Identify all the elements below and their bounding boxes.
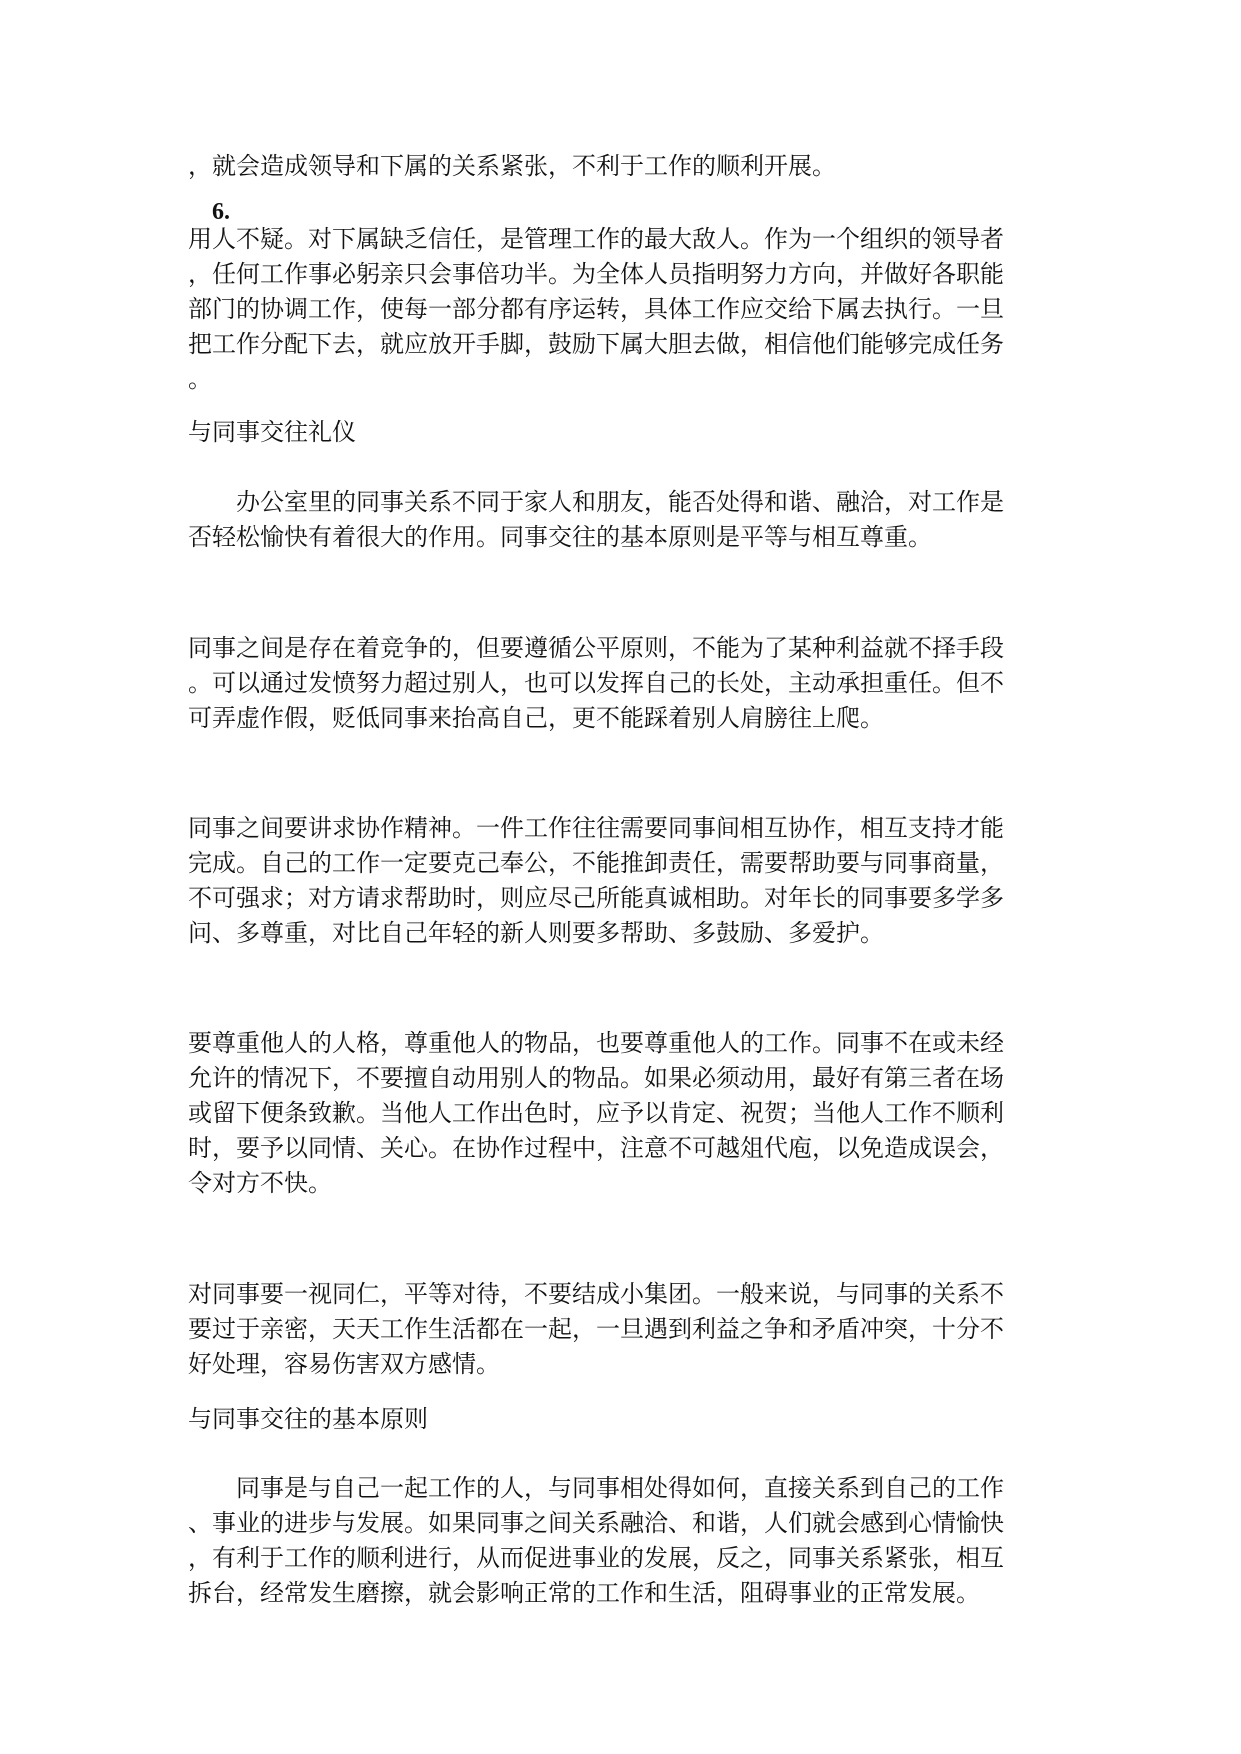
item-6-line-4: 把工作分配下去，就应放开手脚，鼓励下属大胆去做，相信他们能够完成任务: [188, 330, 1004, 358]
item-6-line-3: 部门的协调工作，使每一部分都有序运转，具体工作应交给下属去执行。一旦: [188, 295, 1004, 323]
para3-line-2: 。可以通过发愤努力超过别人，也可以发挥自己的长处，主动承担重任。但不: [188, 669, 1004, 697]
para1-line-1: ，就会造成领导和下属的关系紧张，不利于工作的顺利开展。: [188, 152, 836, 180]
item-6-line-2: ，任何工作事必躬亲只会事倍功半。为全体人员指明努力方向，并做好各职能: [188, 260, 1004, 288]
para5-line-2: 允许的情况下，不要擅自动用别人的物品。如果必须动用，最好有第三者在场: [188, 1064, 1004, 1092]
heading-coworker-etiquette: 与同事交往礼仪: [188, 418, 356, 446]
para3-line-3: 可弄虚作假，贬低同事来抬高自己，更不能踩着别人肩膀往上爬。: [188, 704, 884, 732]
para5-line-4: 时，要予以同情、关心。在协作过程中，注意不可越俎代庖，以免造成误会，: [188, 1134, 1004, 1162]
para6-line-1: 对同事要一视同仁，平等对待，不要结成小集团。一般来说，与同事的关系不: [188, 1280, 1004, 1308]
para2-line-2: 否轻松愉快有着很大的作用。同事交往的基本原则是平等与相互尊重。: [188, 523, 932, 551]
para5-line-5: 令对方不快。: [188, 1169, 332, 1197]
para5-line-1: 要尊重他人的人格，尊重他人的物品，也要尊重他人的工作。同事不在或未经: [188, 1029, 1004, 1057]
item-6-line-1: 用人不疑。对下属缺乏信任，是管理工作的最大敌人。作为一个组织的领导者: [188, 225, 1004, 253]
para3-line-1: 同事之间是存在着竞争的，但要遵循公平原则，不能为了某种利益就不择手段: [188, 634, 1004, 662]
para6-line-3: 好处理，容易伤害双方感情。: [188, 1350, 500, 1378]
item-6-line-5: 。: [188, 365, 212, 393]
para2-line-1: 办公室里的同事关系不同于家人和朋友，能否处得和谐、融洽，对工作是: [188, 488, 1004, 516]
para4-line-4: 问、多尊重，对比自己年轻的新人则要多帮助、多鼓励、多爱护。: [188, 919, 884, 947]
para5-line-3: 或留下便条致歉。当他人工作出色时，应予以肯定、祝贺；当他人工作不顺利: [188, 1099, 1004, 1127]
para7-line-2: 、事业的进步与发展。如果同事之间关系融洽、和谐，人们就会感到心情愉快: [188, 1509, 1004, 1537]
para6-line-2: 要过于亲密，天天工作生活都在一起，一旦遇到利益之争和矛盾冲突，十分不: [188, 1315, 1004, 1343]
para4-line-1: 同事之间要讲求协作精神。一件工作往往需要同事间相互协作，相互支持才能: [188, 814, 1004, 842]
item-6-number: 6.: [212, 199, 230, 225]
para7-line-3: ，有利于工作的顺利进行，从而促进事业的发展，反之，同事关系紧张，相互: [188, 1544, 1004, 1572]
para4-line-2: 完成。自己的工作一定要克己奉公，不能推卸责任，需要帮助要与同事商量，: [188, 849, 1004, 877]
para7-line-4: 拆台，经常发生磨擦，就会影响正常的工作和生活，阻碍事业的正常发展。: [188, 1579, 980, 1607]
heading-basic-principles: 与同事交往的基本原则: [188, 1405, 428, 1433]
para7-line-1: 同事是与自己一起工作的人，与同事相处得如何，直接关系到自己的工作: [188, 1474, 1004, 1502]
para4-line-3: 不可强求；对方请求帮助时，则应尽己所能真诚相助。对年长的同事要多学多: [188, 884, 1004, 912]
